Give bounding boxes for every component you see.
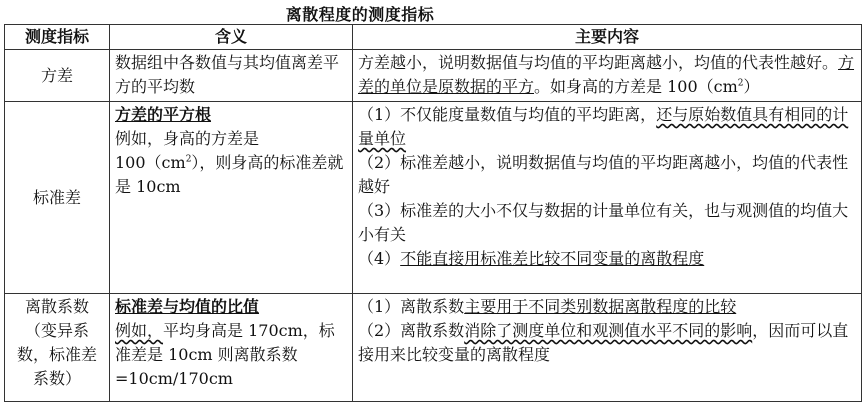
content-text: ，因而可以直接用来比较变量的离散程度: [358, 321, 849, 364]
content-text: （1）离散系数: [358, 297, 465, 316]
meaning-std: [110, 102, 353, 294]
meaning-example-cont: [115, 151, 347, 199]
superscript: 2: [737, 78, 744, 89]
table-header-row: [5, 25, 862, 50]
indicator-cv: 离散系数（变异系数，标准差系数）: [5, 294, 110, 402]
wavy-underlined-text: 消除了测度单位和观测值水平不同的影响: [464, 321, 753, 340]
content-text: （2）离散系数: [358, 321, 465, 340]
content-text: （1）不仅能度量数值与均值的平均距离，: [358, 105, 657, 124]
content-text: 方差越小，说明数据值与均值的平均距离越小，均值的代表性越好。: [358, 53, 839, 72]
content-text: ）: [743, 77, 760, 96]
point-1: [358, 295, 856, 319]
meaning-example: [115, 319, 347, 391]
wavy-underlined-text: 还与原始数值具有相同的计量单位: [358, 105, 849, 148]
meaning-variance: 数据组中各数值与其均值离差平方的平均数: [110, 50, 353, 102]
content-text: 。如身高的方差是 100（cm: [534, 77, 738, 96]
content-text: （4）: [358, 249, 401, 268]
content-text: 100（cm: [115, 153, 186, 172]
header-indicator: 测度指标: [5, 25, 110, 50]
table-row: [5, 294, 862, 402]
table-row: [5, 102, 862, 294]
indicator-variance: 方差: [5, 50, 110, 102]
point-3: （3）标准差的大小不仅与数据的计量单位有关，也与观测值的均值大小有关: [358, 201, 849, 244]
content-std: [353, 102, 862, 294]
meaning-example: 例如，身高的方差是: [115, 129, 260, 148]
header-meaning: 含义: [110, 25, 353, 50]
content-text: 平均身高是 170cm，标准差是 10cm 则离散系数=10cm/170cm: [115, 321, 335, 388]
header-content: 主要内容: [353, 25, 862, 50]
meaning-key-text: 方差的平方根: [115, 105, 212, 124]
underlined-text: 主要用于不同类别数据离散程度的比较: [464, 297, 737, 316]
meaning-key-text: 标准差与均值的比值: [115, 297, 260, 316]
wavy-underlined-text: 例如，: [115, 321, 164, 340]
underlined-text: 方差的单位是原数据的平方: [358, 53, 855, 96]
dispersion-table: [4, 24, 862, 402]
point-2: （2）标准差越小，说明数据值与均值的平均距离越小，均值的代表性越好: [358, 153, 849, 196]
underlined-text: 不能直接用标准差比较不同变量的离散程度: [400, 249, 705, 268]
meaning-cv: [110, 294, 353, 402]
point-1: [358, 103, 856, 151]
content-cv: [353, 294, 862, 402]
content-text: ），则身高的标准差就是 10cm: [115, 153, 344, 196]
indicator-std: 标准差: [5, 102, 110, 294]
superscript: 2: [185, 154, 192, 165]
point-2: [358, 319, 856, 367]
page-title: 离散程度的测度指标: [285, 5, 435, 24]
point-4: [358, 247, 856, 271]
table-row: [5, 50, 862, 102]
content-variance: [353, 50, 862, 102]
